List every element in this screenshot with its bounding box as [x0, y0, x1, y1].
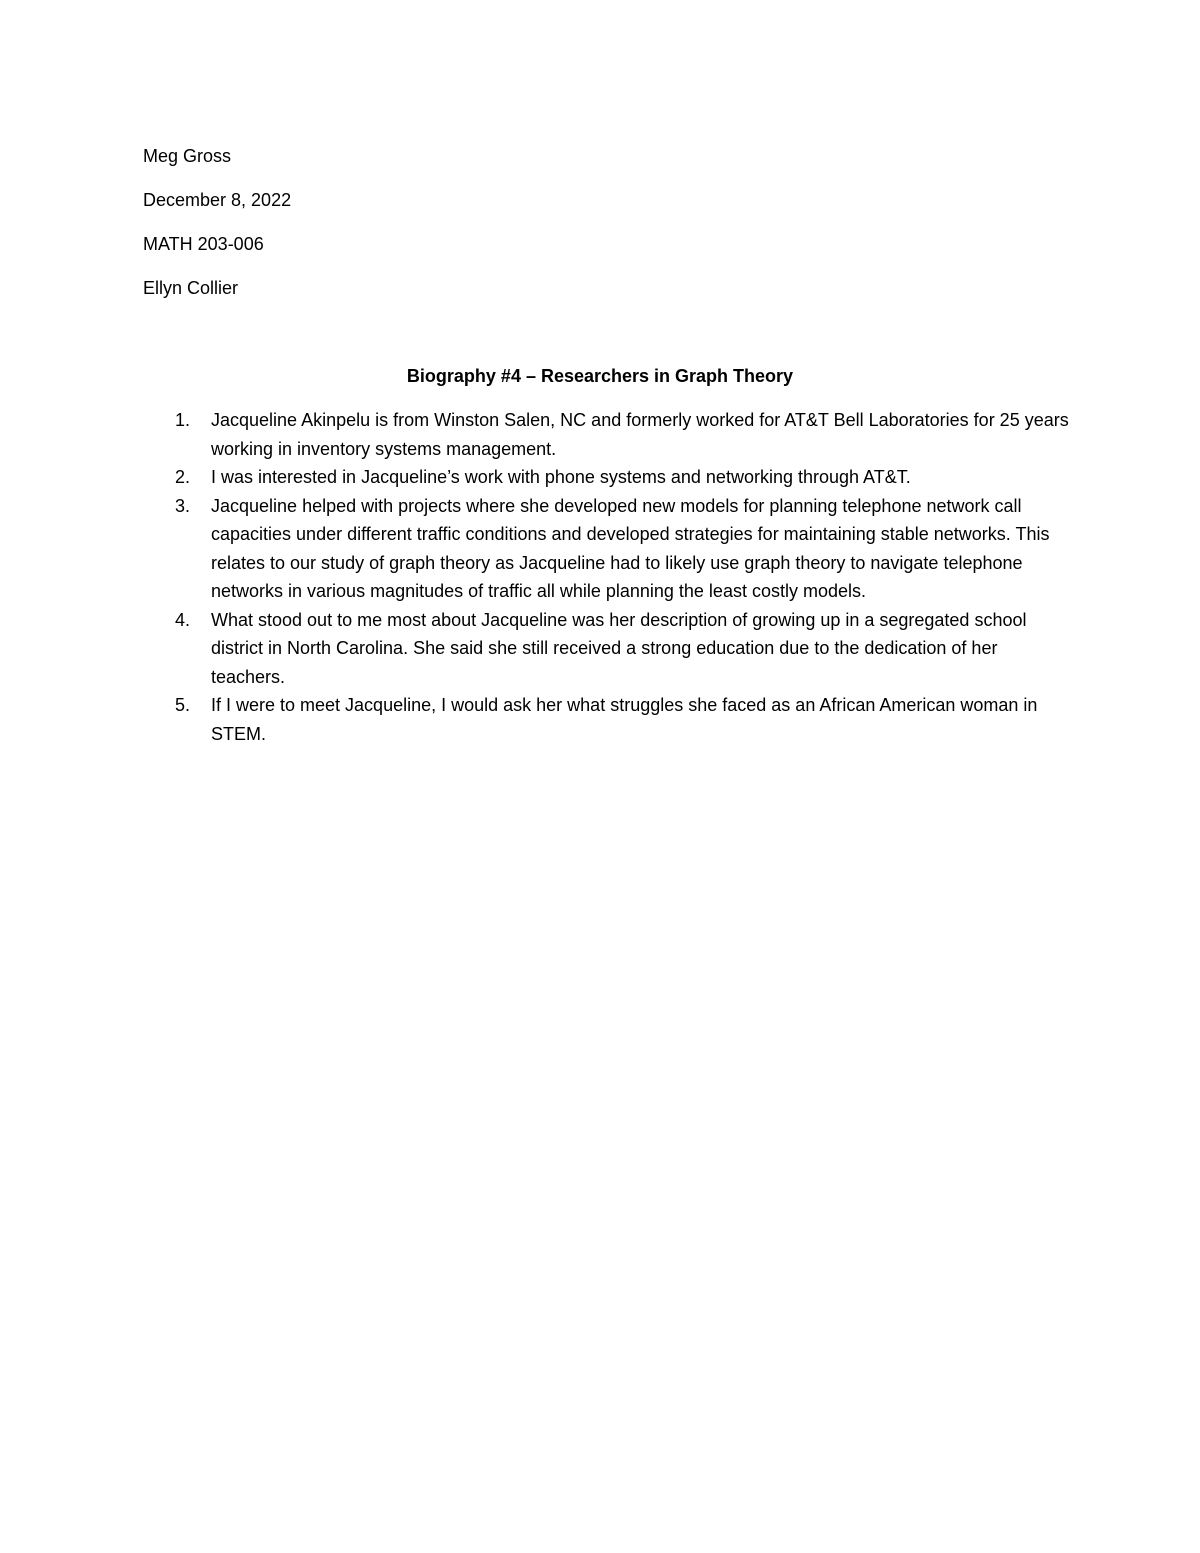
- instructor-name: Ellyn Collier: [143, 278, 239, 298]
- date: December 8, 2022: [143, 190, 292, 210]
- list-item-number: 2.: [175, 467, 191, 487]
- list-item-number: 5.: [175, 695, 191, 715]
- list-item-number: 4.: [175, 609, 191, 630]
- list-item-number: 1.: [175, 410, 191, 430]
- list-item-text: If I were to meet Jacqueline, I would ask her what struggles she faced as an African American woman in STEM.: [211, 695, 1038, 744]
- list-item: [170, 606, 1070, 692]
- list-item-number: 3.: [175, 495, 191, 516]
- document-title: Biography #4 – Researchers in Graph Theory: [406, 366, 794, 386]
- numbered-list: [170, 406, 1070, 748]
- list-item: [170, 691, 1070, 748]
- list-item: [170, 406, 1070, 463]
- list-item-text: I was interested in Jacqueline’s work with phone systems and networking through AT&T.: [211, 467, 911, 487]
- list-item: [170, 463, 1070, 492]
- course-code: MATH 203-006: [143, 234, 264, 254]
- list-item-text: Jacqueline Akinpelu is from Winston Salen, NC and formerly worked for AT&T Bell Laboratories for 25 years working in inventory systems management.: [211, 410, 1069, 459]
- list-item-text: Jacqueline helped with projects where she developed new models for planning telephone network call capacities under different traffic conditions and developed strategies for maintaining stable networks. This relates to our study of graph theory as Jacqueline had to likely use graph theory to navigate telephone networks in various magnitudes of traffic all while planning the least costly models.: [211, 495, 1050, 601]
- list-item: [170, 492, 1070, 606]
- list-item-text: What stood out to me most about Jacqueline was her description of growing up in a segregated school district in North Carolina. She said she still received a strong education due to the dedication of her teachers.: [211, 609, 1027, 687]
- author-name: Meg Gross: [143, 146, 232, 166]
